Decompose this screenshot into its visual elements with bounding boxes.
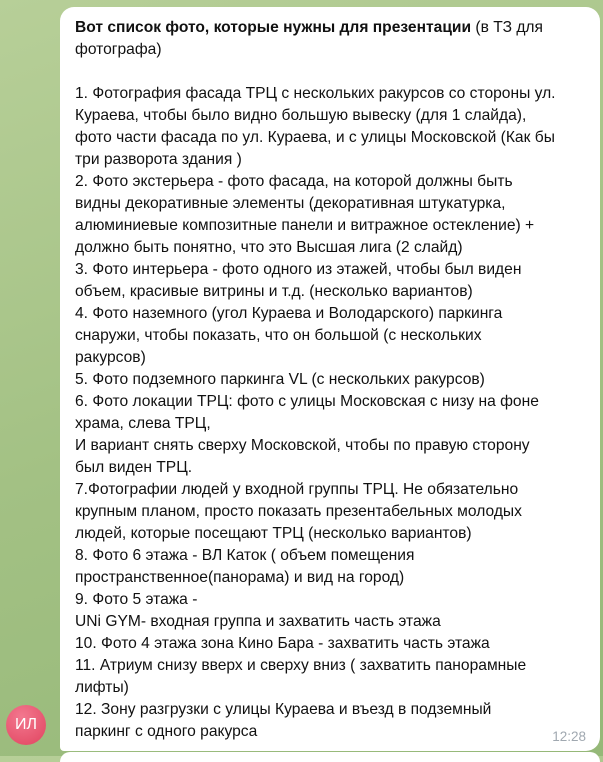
message-time: 12:28: [552, 729, 586, 744]
message-title-bold: Вот список фото, которые нужны для презентации: [75, 19, 472, 36]
message-line: 6. Фото локации ТРЦ: фото с улицы Московская с низу на фоне: [75, 393, 539, 410]
message-line: UNi GYM- входная группа и захватить часть этажа: [75, 613, 441, 630]
message-line: 4. Фото наземного (угол Кураева и Володарского) паркинга: [75, 305, 503, 322]
next-message-bubble: [60, 752, 600, 762]
message-line: лифты): [75, 679, 129, 696]
message-line: 8. Фото 6 этажа - ВЛ Каток ( объем помещения: [75, 547, 415, 564]
message-line: 1. Фотография фасада ТРЦ с нескольких ракурсов со стороны ул.: [75, 85, 556, 102]
message-title-line: [75, 17, 588, 39]
message-line: пространственное(панорама) и вид на город): [75, 569, 405, 586]
message-line: алюминиевые композитные панели и витражное остекление) +: [75, 217, 535, 234]
message-line: [75, 61, 588, 83]
message-line: Кураева, чтобы было видно большую вывеску (для 1 слайда),: [75, 107, 527, 124]
message-line: людей, которые посещают ТРЦ (несколько вариантов): [75, 525, 472, 542]
message-line: три разворота здания ): [75, 151, 242, 168]
message-line: был виден ТРЦ.: [75, 459, 193, 476]
message-line: крупным планом, просто показать презентабельных молодых: [75, 503, 522, 520]
message-line: 12. Зону разгрузки с улицы Кураева и въезд в подземный: [75, 701, 492, 718]
message-body: [75, 39, 588, 743]
message-line: 5. Фото подземного паркинга VL (с нескольких ракурсов): [75, 371, 485, 388]
message-line: 7.Фотографии людей у входной группы ТРЦ. Не обязательно: [75, 481, 519, 498]
message-line: 10. Фото 4 этажа зона Кино Бара - захватить часть этажа: [75, 635, 490, 652]
message-line: ракурсов): [75, 349, 146, 366]
message-line: должно быть понятно, что это Высшая лига (2 слайд): [75, 239, 463, 256]
message-line: 9. Фото 5 этажа -: [75, 591, 198, 608]
message-line: фотографа): [75, 41, 162, 58]
message-line: видны декоративные элементы (декоративная штукатурка,: [75, 195, 506, 212]
message-line: объем, красивые витрины и т.д. (несколько вариантов): [75, 283, 473, 300]
message-title-rest: (в ТЗ для: [471, 19, 543, 36]
message-line: фото части фасада по ул. Кураева, и с улицы Московской (Как бы: [75, 129, 555, 146]
message-line: 2. Фото экстерьера - фото фасада, на которой должны быть: [75, 173, 513, 190]
message-line: храма, слева ТРЦ,: [75, 415, 211, 432]
sender-avatar[interactable]: ИЛ: [6, 705, 46, 745]
message-line: 11. Атриум снизу вверх и сверху вниз ( захватить панорамные: [75, 657, 527, 674]
message-line: И вариант снять сверху Московской, чтобы по правую сторону: [75, 437, 530, 454]
message-line: снаружи, чтобы показать, что он большой (с нескольких: [75, 327, 482, 344]
message-bubble: [60, 7, 600, 751]
message-line: паркинг с одного ракурса: [75, 723, 258, 740]
message-line: 3. Фото интерьера - фото одного из этажей, чтобы был виден: [75, 261, 522, 278]
